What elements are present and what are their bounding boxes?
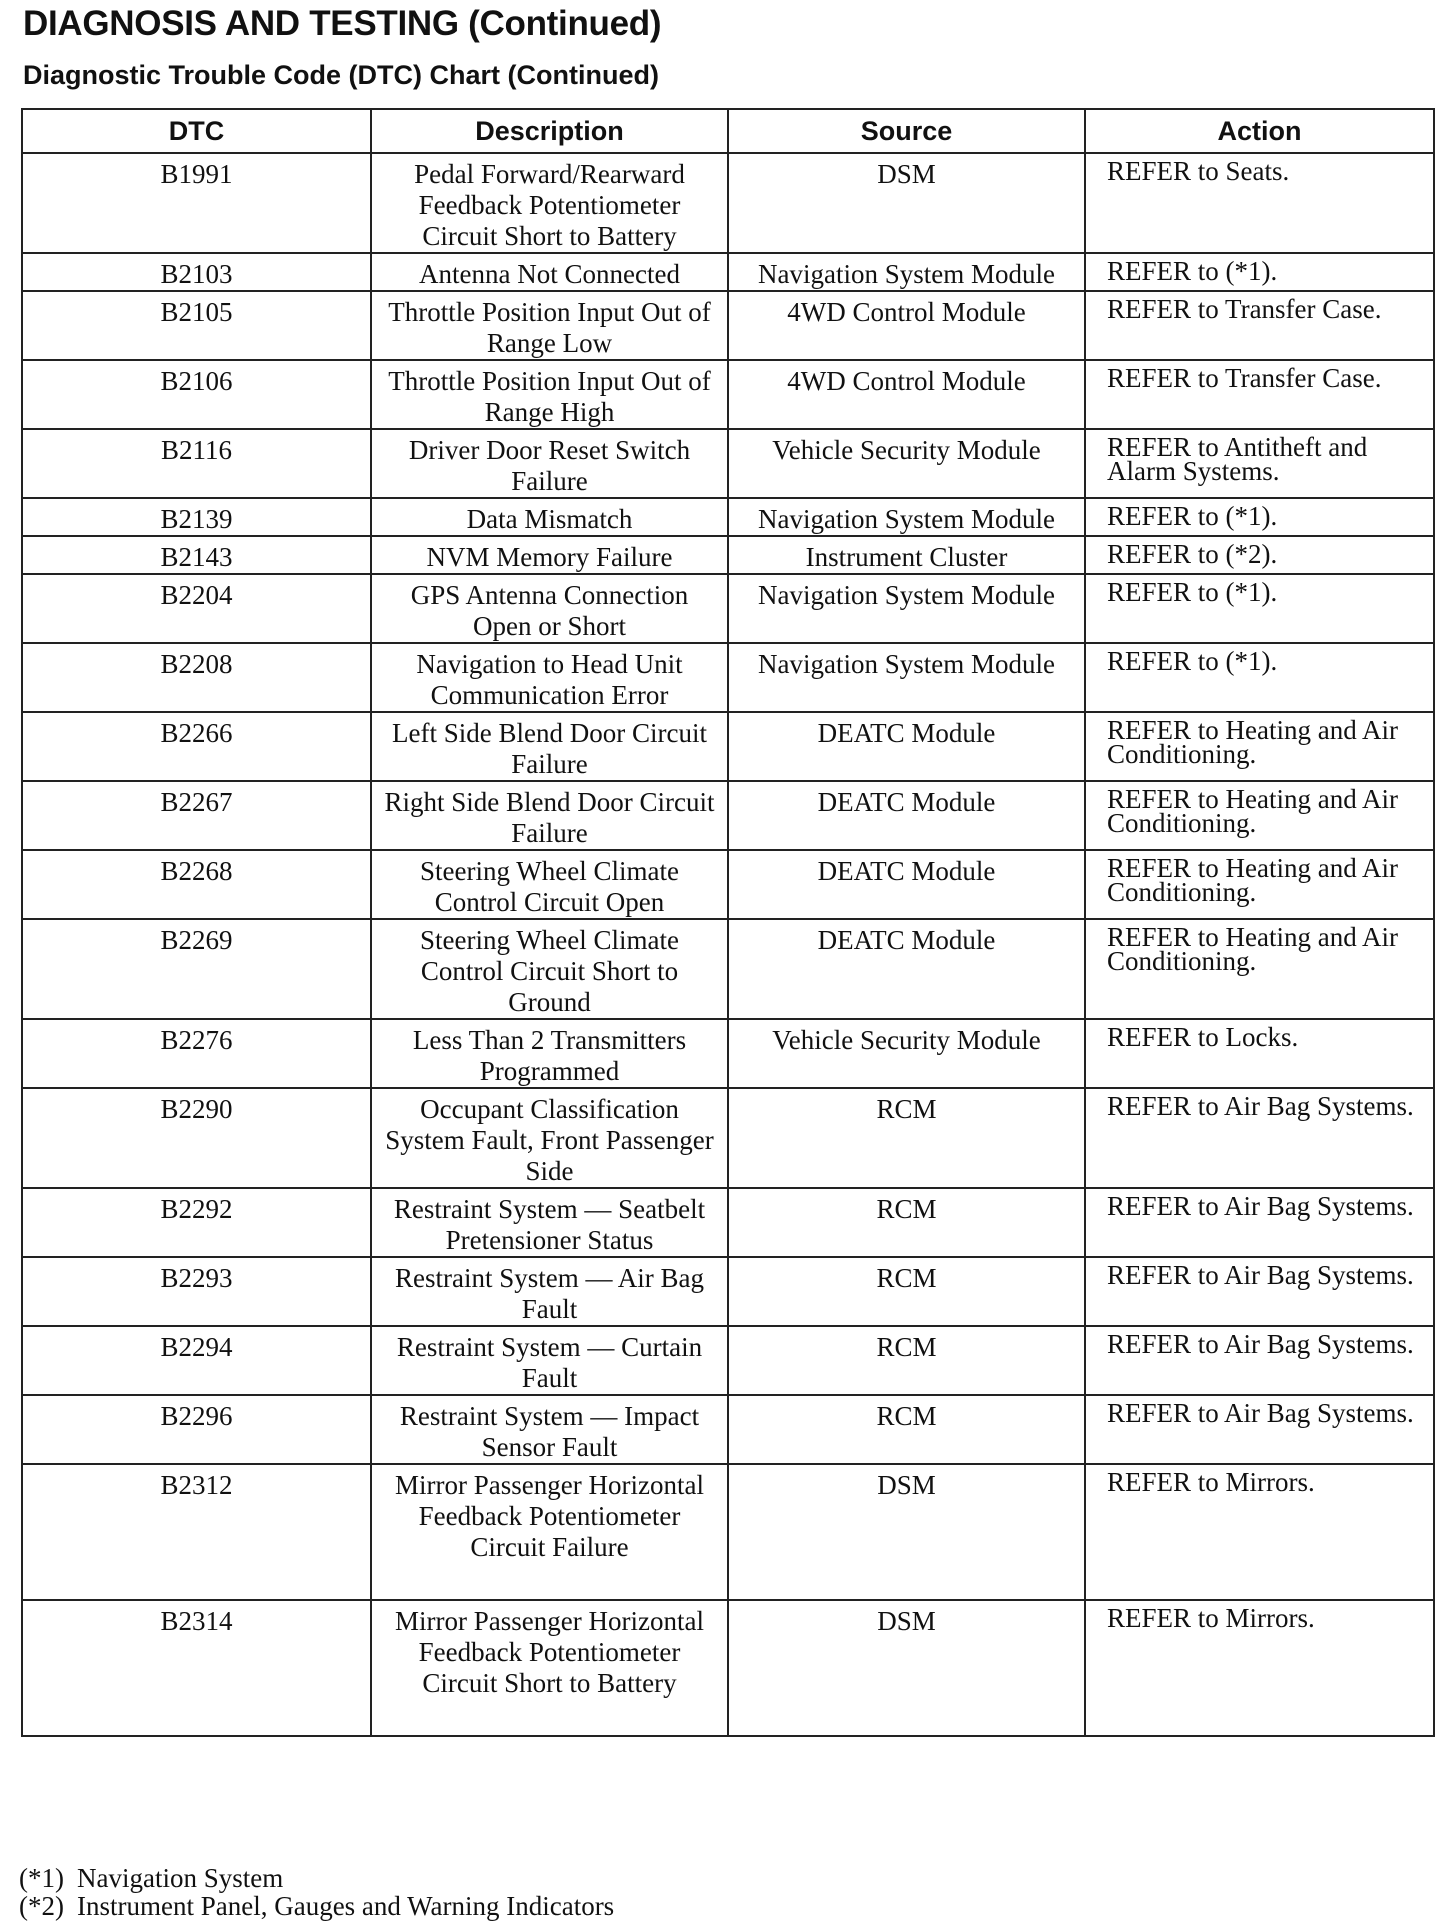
table-row [22, 360, 1434, 429]
dtc-description: NVM Memory Failure [371, 536, 728, 574]
dtc-description: Left Side Blend Door Circuit Failure [371, 712, 728, 781]
dtc-description: Restraint System — Air Bag Fault [371, 1257, 728, 1326]
dtc-source: RCM [728, 1326, 1085, 1395]
column-header-action: Action [1085, 109, 1434, 153]
dtc-description: Driver Door Reset Switch Failure [371, 429, 728, 498]
dtc-source: DSM [728, 1600, 1085, 1736]
dtc-action: REFER to Locks. [1085, 1019, 1434, 1088]
dtc-source: 4WD Control Module [728, 360, 1085, 429]
dtc-code: B2143 [22, 536, 371, 574]
dtc-source: RCM [728, 1257, 1085, 1326]
dtc-description: Less Than 2 Transmitters Programmed [371, 1019, 728, 1088]
column-header-source: Source [728, 109, 1085, 153]
dtc-source: DSM [728, 153, 1085, 253]
dtc-source: Navigation System Module [728, 574, 1085, 643]
table-row [22, 712, 1434, 781]
dtc-description: Steering Wheel Climate Control Circuit Short to Ground [371, 919, 728, 1019]
dtc-description: Antenna Not Connected [371, 253, 728, 291]
dtc-code: B2103 [22, 253, 371, 291]
table-row [22, 153, 1434, 253]
dtc-code: B2269 [22, 919, 371, 1019]
dtc-description: Right Side Blend Door Circuit Failure [371, 781, 728, 850]
dtc-code: B2312 [22, 1464, 371, 1600]
dtc-chart-table [21, 108, 1435, 1737]
dtc-action: REFER to (*1). [1085, 498, 1434, 536]
table-row [22, 850, 1434, 919]
dtc-source: Instrument Cluster [728, 536, 1085, 574]
dtc-code: B2208 [22, 643, 371, 712]
table-row [22, 291, 1434, 360]
dtc-code: B2292 [22, 1188, 371, 1257]
table-row [22, 781, 1434, 850]
dtc-description: GPS Antenna Connection Open or Short [371, 574, 728, 643]
footnotes [19, 1864, 614, 1920]
dtc-action: REFER to Air Bag Systems. [1085, 1257, 1434, 1326]
dtc-source: Navigation System Module [728, 643, 1085, 712]
dtc-source: Vehicle Security Module [728, 1019, 1085, 1088]
dtc-code: B2314 [22, 1600, 371, 1736]
dtc-description: Mirror Passenger Horizontal Feedback Potentiometer Circuit Short to Battery [371, 1600, 728, 1736]
dtc-code: B2296 [22, 1395, 371, 1464]
dtc-description: Restraint System — Seatbelt Pretensioner Status [371, 1188, 728, 1257]
dtc-code: B2204 [22, 574, 371, 643]
table-row [22, 1395, 1434, 1464]
dtc-source: DEATC Module [728, 781, 1085, 850]
chart-title: Diagnostic Trouble Code (DTC) Chart (Continued) [23, 60, 659, 90]
dtc-description: Mirror Passenger Horizontal Feedback Potentiometer Circuit Failure [371, 1464, 728, 1600]
dtc-code: B2293 [22, 1257, 371, 1326]
table-row [22, 498, 1434, 536]
dtc-description: Throttle Position Input Out of Range High [371, 360, 728, 429]
dtc-action: REFER to Heating and Air Conditioning. [1085, 850, 1434, 919]
table-row [22, 253, 1434, 291]
footnote-2 [19, 1892, 614, 1920]
dtc-description: Steering Wheel Climate Control Circuit Open [371, 850, 728, 919]
dtc-action: REFER to Mirrors. [1085, 1464, 1434, 1600]
dtc-description: Restraint System — Curtain Fault [371, 1326, 728, 1395]
dtc-source: 4WD Control Module [728, 291, 1085, 360]
dtc-code: B2268 [22, 850, 371, 919]
dtc-code: B2266 [22, 712, 371, 781]
dtc-source: RCM [728, 1395, 1085, 1464]
dtc-action: REFER to Transfer Case. [1085, 291, 1434, 360]
table-row [22, 536, 1434, 574]
dtc-description: Occupant Classification System Fault, Front Passenger Side [371, 1088, 728, 1188]
dtc-code: B2276 [22, 1019, 371, 1088]
dtc-code: B1991 [22, 153, 371, 253]
table-row [22, 1600, 1434, 1736]
dtc-source: RCM [728, 1188, 1085, 1257]
table-row [22, 1326, 1434, 1395]
dtc-action: REFER to Seats. [1085, 153, 1434, 253]
footnote-mark: (*1) [19, 1863, 64, 1893]
dtc-description: Data Mismatch [371, 498, 728, 536]
dtc-action: REFER to Air Bag Systems. [1085, 1188, 1434, 1257]
dtc-action: REFER to (*2). [1085, 536, 1434, 574]
dtc-code: B2139 [22, 498, 371, 536]
footnote-mark: (*2) [19, 1891, 64, 1921]
column-header-description: Description [371, 109, 728, 153]
dtc-action: REFER to Air Bag Systems. [1085, 1395, 1434, 1464]
dtc-code: B2106 [22, 360, 371, 429]
dtc-code: B2294 [22, 1326, 371, 1395]
table-row [22, 643, 1434, 712]
dtc-source: Navigation System Module [728, 498, 1085, 536]
section-title: DIAGNOSIS AND TESTING (Continued) [23, 4, 662, 43]
dtc-action: REFER to (*1). [1085, 643, 1434, 712]
dtc-action: REFER to (*1). [1085, 574, 1434, 643]
table-row [22, 1464, 1434, 1600]
dtc-action: REFER to Air Bag Systems. [1085, 1088, 1434, 1188]
dtc-action: REFER to Heating and Air Conditioning. [1085, 781, 1434, 850]
dtc-code: B2116 [22, 429, 371, 498]
table-row [22, 1019, 1434, 1088]
table-row [22, 1088, 1434, 1188]
footnote-1 [19, 1864, 614, 1892]
table-row [22, 1188, 1434, 1257]
dtc-source: DSM [728, 1464, 1085, 1600]
dtc-source: DEATC Module [728, 850, 1085, 919]
dtc-description: Navigation to Head Unit Communication Error [371, 643, 728, 712]
dtc-description: Throttle Position Input Out of Range Low [371, 291, 728, 360]
table-header-row [22, 109, 1434, 153]
footnote-text: Instrument Panel, Gauges and Warning Indicators [77, 1891, 615, 1921]
table-row [22, 1257, 1434, 1326]
dtc-action: REFER to Antitheft and Alarm Systems. [1085, 429, 1434, 498]
dtc-action: REFER to Heating and Air Conditioning. [1085, 919, 1434, 1019]
dtc-source: DEATC Module [728, 712, 1085, 781]
dtc-action: REFER to Mirrors. [1085, 1600, 1434, 1736]
dtc-action: REFER to (*1). [1085, 253, 1434, 291]
dtc-action: REFER to Air Bag Systems. [1085, 1326, 1434, 1395]
column-header-dtc: DTC [22, 109, 371, 153]
table-row [22, 919, 1434, 1019]
footnote-text: Navigation System [77, 1863, 284, 1893]
dtc-code: B2290 [22, 1088, 371, 1188]
dtc-code: B2105 [22, 291, 371, 360]
table-row [22, 574, 1434, 643]
dtc-source: Navigation System Module [728, 253, 1085, 291]
dtc-description: Restraint System — Impact Sensor Fault [371, 1395, 728, 1464]
dtc-source: RCM [728, 1088, 1085, 1188]
dtc-source: DEATC Module [728, 919, 1085, 1019]
dtc-action: REFER to Heating and Air Conditioning. [1085, 712, 1434, 781]
dtc-code: B2267 [22, 781, 371, 850]
table-row [22, 429, 1434, 498]
dtc-action: REFER to Transfer Case. [1085, 360, 1434, 429]
dtc-source: Vehicle Security Module [728, 429, 1085, 498]
dtc-description: Pedal Forward/Rearward Feedback Potentiometer Circuit Short to Battery [371, 153, 728, 253]
